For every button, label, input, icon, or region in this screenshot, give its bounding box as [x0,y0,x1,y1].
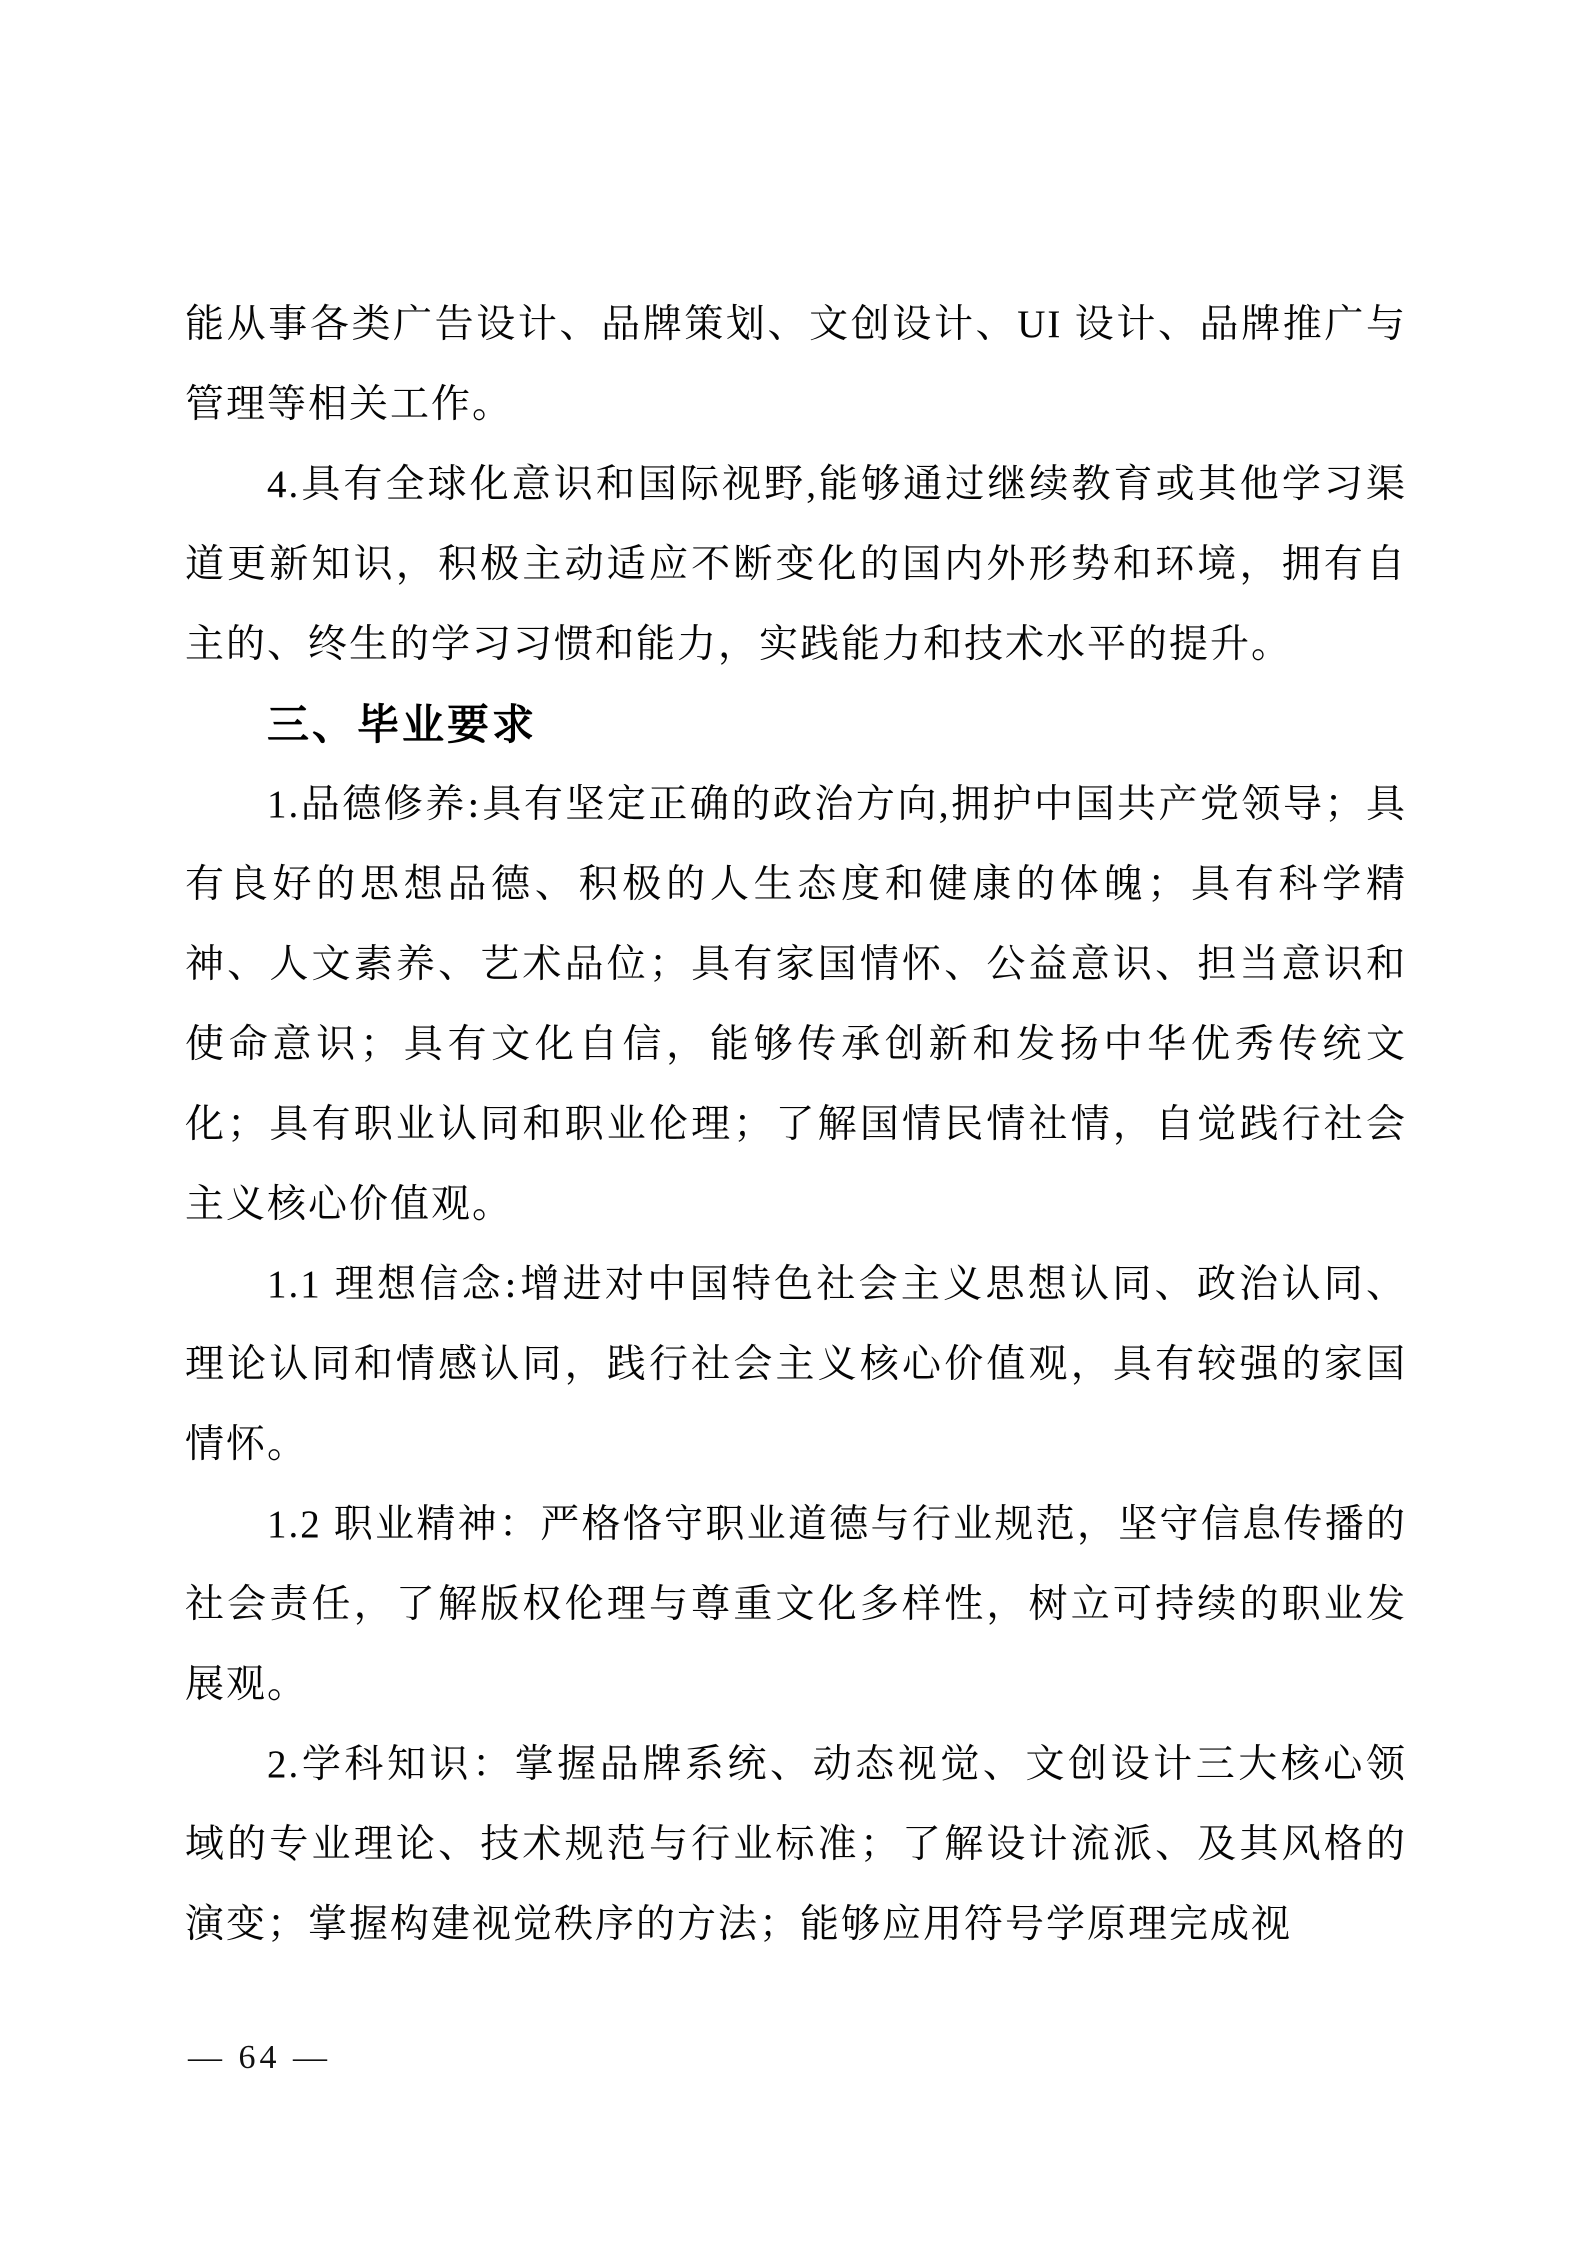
paragraph-number: 1.1 [267,1263,335,1306]
paragraph-lead: 理想信念: [334,1262,520,1307]
paragraph-text: 掌握品牌系统、动态视觉、文创设计三大核心领域的专业理论、技术规范与行业标准；了解设计流派、及其风格的演变；掌握构建视觉秩序的方法；能够应用符号学原理完成视 [185,1743,1407,1946]
paragraph-item-2-subject-knowledge [185,1725,1407,1965]
paragraph-number: 4. [267,463,301,506]
paragraph-item-1-moral [185,765,1407,1245]
paragraph-text: 严格恪守职业道德与行业规范，坚守信息传播的社会责任，了解版权伦理与尊重文化多样性，树立可持续的职业发展观。 [185,1503,1407,1706]
paragraph-lead: 职业精神： [333,1502,541,1547]
page-number: — 64 — [188,2039,331,2076]
document-body [185,285,1407,1965]
paragraph-item-1-2-professional-spirit [185,1485,1407,1725]
paragraph-item-4 [185,445,1407,685]
paragraph-text: 具有全球化意识和国际视野,能够通过继续教育或其他学习渠道更新知识，积极主动适应不断变化的国内外形势和环境，拥有自主的、终生的学习习惯和能力，实践能力和技术水平的提升。 [185,463,1407,666]
paragraph-lead: 品德修养: [300,782,482,827]
paragraph-number: 1.2 [267,1503,334,1546]
paragraph-number: 2. [267,1743,301,1786]
section-heading: 三、毕业要求 [267,701,538,748]
paragraph-text: 能从事各类广告设计、品牌策划、文创设计、UI 设计、品牌推广与管理等相关工作。 [185,303,1407,426]
paragraph-continuation [185,285,1407,445]
paragraph-item-1-1-ideals [185,1245,1407,1485]
paragraph-lead: 学科知识： [300,1742,515,1787]
paragraph-text: 具有坚定正确的政治方向,拥护中国共产党领导；具有良好的思想品德、积极的人生态度和健康的体魄；具有科学精神、人文素养、艺术品位；具有家国情怀、公益意识、担当意识和使命意识；具有文化自信，能够传承创新和发扬中华优秀传统文化；具有职业认同和职业伦理；了解国情民情社情，自觉践行社会主义核心价值观。 [185,783,1407,1226]
paragraph-number: 1. [267,783,301,826]
paragraph-text: 增进对中国特色社会主义思想认同、政治认同、理论认同和情感认同，践行社会主义核心价值观，具有较强的家国情怀。 [185,1263,1408,1466]
